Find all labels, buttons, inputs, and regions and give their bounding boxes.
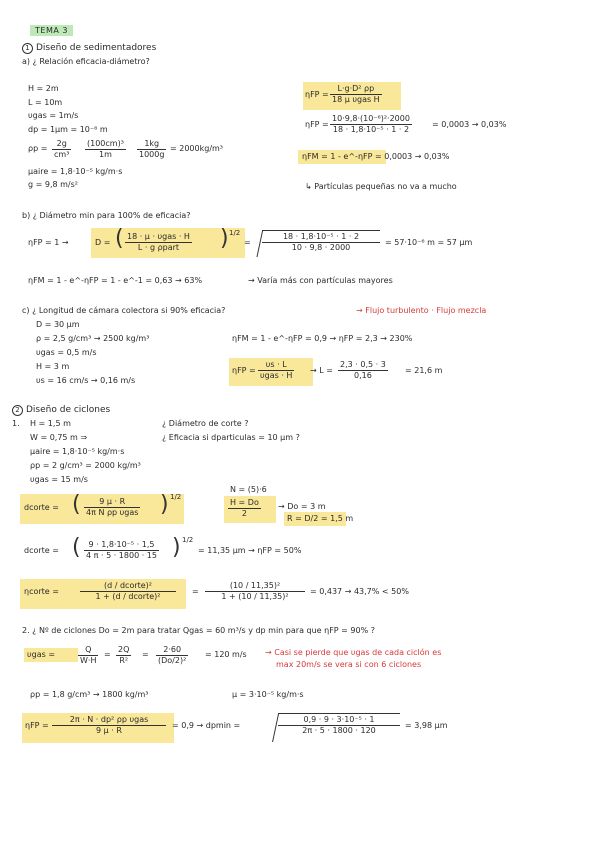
var-line: υgas = 0,5 m/s [36,348,97,357]
var-line: D = 30 μm [36,320,80,329]
var-line: υgas = 1m/s [28,111,79,120]
b-fraction: 18 · μ · υgas · H L · g ρpart [127,232,190,252]
c-l-fraction: $\frac{2,3 \cdot 0,5 \cdot 3}{0,16}$ [340,360,386,380]
vgas-note: max 20m/s se vera si con 6 ciclones [276,660,422,669]
paren: ) [220,226,229,251]
rho-result: = 2000kg/m³ [170,144,224,153]
ncorte-sub-fraction: $\frac{\text{(10 / 11,35)²}}{\text{1 + (10 / 11,35)²}}$ [205,581,305,602]
do-eq: → Do = 3 m [278,502,326,511]
paren: ( [72,492,81,517]
exponent: 1/2 [182,536,194,544]
b-sqrt-fraction: $\frac{\text{18 · 1,8·10⁻⁵ · 1 · 2}}{10 \cdot 9,8 \cdot 2000}$ [262,232,380,253]
rho-p: ρp = 1,8 g/cm³ → 1800 kg/m³ [30,690,149,699]
h-fraction: $\frac{H = Do}{2}$ [230,498,259,518]
equals: = [104,650,111,659]
var-line: g = 9,8 m/s² [28,180,78,189]
var-line: μaire = 1,8·10⁻⁵ kg/m·s [28,167,123,176]
c-result: = 21,6 m [405,366,443,375]
vgas-fraction: $\frac{2\cdot 60}{\text{(Do/2)²}}$ [158,645,187,665]
paren: ) [172,535,181,560]
question: ¿ Eficacia si dparticulas = 10 μm ? [162,433,300,442]
r-eq: R = D/2 = 1,5 m [287,514,354,523]
rho-fraction: $\frac{1kg}{1000g}$ [139,139,165,159]
var-line: υgas = 15 m/s [30,475,88,484]
vgas-label: υgas = [27,650,56,659]
vgas-note: → Casi se pierde que υgas de cada ciclón es [265,648,442,657]
eta-label: ηFP = [305,90,329,99]
eta-sqrt-fraction: $\frac{\text{0,9 · 9 · 3·10⁻⁵ · 1}}{2\pi \cdot 5 \cdot 1800 \cdot 120}$ [278,715,400,736]
question: ¿ Diámetro de corte ? [162,419,249,428]
ncorte-label: ηcorte = [24,587,59,596]
eta-label: ηFP = [25,721,49,730]
equals: = [192,587,199,596]
var-line: H = 3 m [36,362,70,371]
rho-fraction: $\frac{\text{(100cm)³}}{1m}$ [87,139,124,159]
note: ↳ Partículas pequeñas no va a mucho [305,182,457,191]
paren: ( [115,226,124,251]
section-number: 1 [22,43,33,54]
paren: ) [160,492,169,517]
b-d-label: D = [95,238,111,247]
part-c-title: c) ¿ Longitud de cámara colectora si 90% eficacia? [22,306,226,315]
eta-formula: L·g·D² ρp 18 μ υgas H [332,84,380,104]
part-a-title: a) ¿ Relación eficacia-diámetro? [22,57,150,66]
dcorte-sub-fraction: $\frac{\text{9 · 1,8·10⁻⁵ · 1,5}}{4 \pi \cdot 5 \cdot 1800 \cdot 15}$ [86,540,157,560]
dcorte-result: = 11,35 μm → ηFP = 50% [198,546,302,555]
note: → Varía más con partículas mayores [248,276,393,285]
eta-fraction: 2π · N · dp² ρp υgas 9 μ · R [52,715,166,736]
eta-eq: = 0,9 → dpmin = [172,721,241,730]
var-line: ρ = 2,5 g/cm³ → 2500 kg/m³ [36,334,150,343]
equals: = [142,650,149,659]
var-line: H = 2m [28,84,59,93]
var-line: W = 0,75 m ⇒ [30,433,88,442]
exponent: 1/2 [229,229,241,237]
var-line: H = 1,5 m [30,419,71,428]
vgas-fraction: $\frac{2Q}{\text{R²}}$ [118,645,130,665]
ncorte-fraction: (d / dcorte)² 1 + (d / dcorte)² [80,581,176,602]
rho-label: ρp = [28,144,48,153]
flow-note: → Flujo turbulento · Flujo mezcla [356,306,487,315]
dcorte-label: dcorte = [24,546,59,555]
n-eq: N = (5)·6 [230,485,267,494]
rho-fraction: $\frac{2g}{\text{cm³}}$ [54,139,70,159]
var-line: dp = 1μm = 10⁻⁶ m [28,125,108,134]
eta-substituted: $\frac{\text{10·9,8·(10⁻⁶)²·2000}}{\text{18 · 1,8·10⁻⁵ · 1 · 2}}$ [332,114,410,134]
b-eta: ηFP = 1 → [28,238,69,247]
eta-label: ηFP = [305,120,329,129]
ncorte-result: = 0,437 → 43,7% < 50% [310,587,409,596]
mu: μ = 3·10⁻⁵ kg/m·s [232,690,304,699]
dcorte-fraction: 9 μ · R 4π N ρp υgas [86,497,139,517]
item-2: 2. ¿ Nº de ciclones Do = 2m para tratar Qgas = 60 m³/s y dp min para que ηFP = 90% ? [22,626,375,635]
vgas-fraction: $\frac{Q}{W\cdot H}$ [80,645,97,665]
var-line: L = 10m [28,98,63,107]
eta-fm: ηFM = 1 - e^-ηFP = 0,0003 → 0,03% [302,152,450,161]
c-eta-fm: ηFM = 1 - e^-ηFP = 0,9 → ηFP = 2,3 → 230% [232,334,413,343]
section-2-title: 2 Diseño de ciclones [12,405,110,416]
eta-label: ηFP = [232,366,256,375]
topic-tag: TEMA 3 [30,25,73,36]
c-eta-fraction: υs · L υgas · H [260,360,293,380]
b-result: = 57·10⁻⁶ m = 57 μm [385,238,473,247]
vgas-result: = 120 m/s [205,650,247,659]
item-number: 1. [12,419,20,428]
equals: = [244,238,251,247]
var-line: υs = 16 cm/s → 0,16 m/s [36,376,136,385]
dcorte-label: dcorte = [24,503,59,512]
exponent: 1/2 [170,493,182,501]
section-1-title: 1 Diseño de sedimentadores [22,43,156,54]
arrow: → L = [310,366,333,375]
eta-result: = 0,0003 → 0,03% [432,120,507,129]
var-line: ρp = 2 g/cm³ = 2000 kg/m³ [30,461,141,470]
b-eta-fm: ηFM = 1 - e^-ηFP = 1 - e^-1 = 0,63 → 63% [28,276,203,285]
part-b-title: b) ¿ Diámetro min para 100% de eficacia? [22,211,191,220]
eta-result: = 3,98 μm [405,721,448,730]
section-number: 2 [12,405,23,416]
var-line: μaire = 1,8·10⁻⁵ kg/m·s [30,447,125,456]
paren: ( [72,535,81,560]
